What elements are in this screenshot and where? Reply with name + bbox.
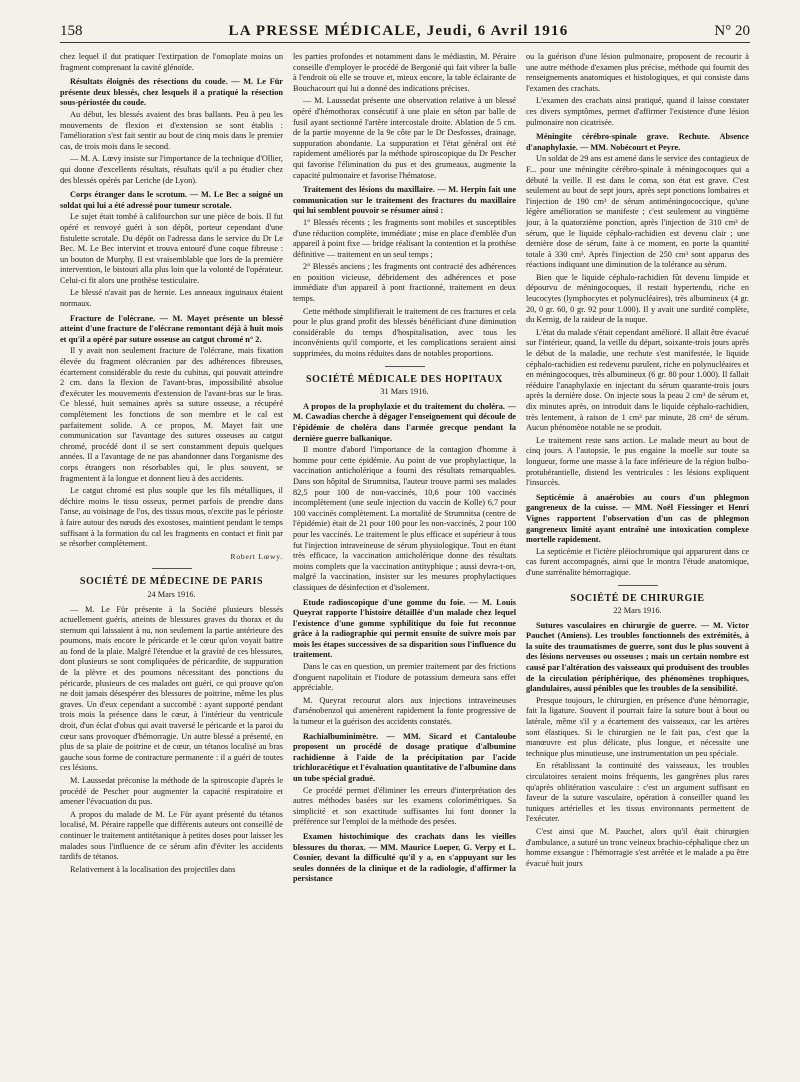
page-number: 158 [60, 23, 83, 39]
paragraph: M. Laussedat préconise la méthode de la spiroscopie d'après le procédé de Pescher pour augmenter la capacité respiratoire et amener l'évacuation du pus. [60, 776, 283, 807]
paragraph: C'est ainsi que M. Pauchet, alors qu'il était chirurgien d'ambulance, a suturé un tronc veineux brachio-céphalique chez un homme exsangue : l'hémorragie s'est arrêtée et le malade a pu être évacué huit jours [526, 826, 749, 868]
session-date: 22 Mars 1916. [613, 606, 662, 616]
section-heading: SOCIÉTÉ DE MÉDECINE DE PARIS [79, 576, 264, 588]
issue-number: N° 20 [714, 23, 750, 39]
article-heading: Etude radioscopique d'une gomme du foie. — M. Louis Queyrat rapporte l'histoire détaillée d'un malade chez lequel l'existence d'une gomme syphilitique du foie fut reconnue grâce à la radiographie qui permit ensuite de suivre mois par mois les étapes successives de sa disparition sous l'influence du traitement. [293, 597, 516, 660]
article-heading: Corps étranger dans le scrotum. — M. Le Bec a soigné un soldat qui lui a été adressé pour tumeur scrotale. [60, 190, 283, 210]
paragraph: Un soldat de 29 ans est amené dans le service des contagieux de F... pour une méningite cérébro-spinale à méningocoques qui a débuté la veille. Il est dans le coma, son état est grave. C'est seulement au bout de sept jours, après sept ponctions lombaires et l'injection de 190 cm³ de sérum antiméningococcique, qu'une légère amélioration se manifeste ; c'est seulement au vingtième jour, à la quatorzième ponction, après l'injection de 310 cm³ de sérum, que le liquide céphalo-rachidien est devenu clair ; une dernière dose de sérum, faite à ce moment, en porte la quantité totale à 330 cm³. Après l'injection de 250 cm³ sont apparus des réactions indiquant une diminution de la tolérance au sérum. [526, 154, 749, 270]
paragraph: Dans le cas en question, un premier traitement par des frictions d'onguent napolitain et l'iodure de potassium demeura sans effet appréciable. [293, 662, 516, 693]
article-heading: A propos de la prophylaxie et du traitement du choléra. — M. Cawadias cherche à dégager l'enseignement qui découle de l'épidémie de choléra dans l'armée grecque pendant la dernière guerre balkanique. [293, 401, 516, 443]
column-2 [293, 52, 516, 1072]
divider [152, 568, 192, 569]
paragraph: L'examen des crachats ainsi pratiqué, quand il laisse constater ces divers symptômes, permet d'affirmer l'existence d'une lésion pulmonaire non cicatrisée. [526, 96, 749, 127]
divider [385, 366, 425, 367]
article-heading: Traitement des lésions du maxillaire. — M. Herpin fait une communication sur le traitement des fractures du maxillaire qui lui semblent pouvoir se résumer ainsi : [293, 185, 516, 216]
paragraph: Il montre d'abord l'importance de la contagion d'homme à homme pour cette épidémie. Au point de vue prophylactique, la vaccination anticholérique a fourni des résultats remarquables. Dans son hôpital de Strumnitsa, l'auteur trouve parmi ses malades 82,5 pour 100 de non-vaccinés, 10,6 pour 100 vaccinés incomplètement (une seule injection du vaccin de Kolle) 6,7 pour 100 vaccinés complètement. La mortalité de Strumnitsa (centre de l'épidémie) était de 21 pour 100 pour les non-vaccinés, 2 pour 100 pour les vaccinés. Le traitement le plus efficace et supérieur à tous fut l'injection intraveineuse de sérum physiologique. Tout en étant très efficace, la vaccination anticholérique donne des résultats moins complets que la vaccination antityphique ; aussi devra-t-on, malgré la vaccination, insister sur les mesures prophylactiques classiques de désinfection et d'isolement. [293, 445, 516, 592]
author-signature: Robert Lœwy. [230, 551, 283, 561]
section-heading: SOCIÉTÉ DE CHIRURGIE [570, 592, 705, 604]
paragraph: L'état du malade s'était cependant amélioré. Il allait être évacué sur l'intérieur, quand, la veille du départ, soixante-trois jours après le début de la maladie, une rechute s'est manifestée, le liquide céphalo-rachidien est redevenu purulent, riche en polynucléaires et en méningocoques, très albumineux (6 gr. 80 pour 1.000). Il fallait rééduire l'anaphylaxie en injectant du sérum quarante-trois jours après la dernière dose. On injecte sous la peau 2 cm³ de sérum et, dix minutes après, on introduit dans le liquide céphalo-rachidien, très lentement, à raison de 1 cm³ par minute, 28 cm³ de sérum. Aucun phénomène notable ne se produit. [526, 327, 749, 433]
paragraph: — M. A. Lœvy insiste sur l'importance de la technique d'Ollier, qui donne d'excellents résultats, résultats qu'il a pu étudier chez des blessés opérés par Leriche (de Lyon). [60, 154, 283, 185]
paragraph: Le catgut chromé est plus souple que les fils métalliques, il déchire moins le tissu osseux, permet parfois de prendre dans l'anse, au voisinage de l'os, des tissus mous, n'excite pas le périoste à faire autour des nœuds des exostoses, maintient pendant le temps suffisant à la formation du cal les fragments en contact et finit par se résorber complètement. [60, 486, 283, 549]
paragraph: ou la guérison d'une lésion pulmonaire, proposent de recourir à une autre méthode d'examen plus précise, méthode qui fournit des renseignements anatomiques et histologiques, et qui consiste dans l'examen des crachats. [526, 52, 749, 93]
session-date: 31 Mars 1916. [380, 387, 429, 397]
paragraph: Cette méthode simplifierait le traitement de ces fractures et cela pour le plus grand profit des blessés bénéficiant d'une diminution considérable du temps d'hospitalisation, avec tous les inconvénients qu'il comporte, et les complications seraient ainsi supprimées, du moins réduites dans de notables proportions. [293, 306, 516, 359]
paragraph: Le sujet était tombé à califourchon sur une pièce de bois. Il fut opéré et renvoyé guéri à son dépôt, porteur cependant d'une fistulette scrotale. Du dépôt on l'adressa dans le service du Dr Le Bec. M. Le Bec intervint et trouva entouré d'une coque fibreuse : un bouton de Murphy. Il est vraisemblable que lors de la première intervention, le bistouri alla plus loin que la volonté de l'opérateur. Celui-ci fit alors une prothèse testiculaire. [60, 212, 283, 285]
paragraph: Bien que le liquide céphalo-rachidien fût devenu limpide et dépourvu de méningocoques, il restait hypertendu, riche en leucocytes (lymphocytes et polynucléaires), très albumineux (4 gr. 20, 0 gr. 60, 0 gr. 92 pour 1.000). Il y avait une surdité complète, du Kernig, de la raideur de la nuque. [526, 272, 749, 325]
paragraph: chez lequel il dut pratiquer l'extirpation de l'omoplate moins un fragment comprenant la cavité glénoïde. [60, 52, 283, 72]
article-heading: Examen histochimique des crachats dans les vieilles blessures du thorax. — MM. Maurice Loeper, G. Verpy et L. Cosnier, devant la difficulté qu'il y a, en s'appuyant sur les seules données de la clinique et de la radiologie, d'affirmer la persistance [293, 831, 516, 884]
paragraph: — M. Laussedat présente une observation relative à un blessé opéré d'hémothorax consécutif à une plaie en séton par balle de fusil ayant sectionné l'artère intercostale droite. Ablation de 5 cm. de la partie moyenne de la 9e côte par le Dr Desfosses, drainage, suppuration abondante. La suppuration et l'état général ont été rapidement améliorés par la méthode spiroscopique du Dr Pescher qui favorise l'élimination du pus et des grumeaux, augmente la capacité pulmonaire et favorise l'hématose. [293, 96, 516, 180]
divider [618, 585, 658, 586]
paragraph: Presque toujours, le chirurgien, en présence d'une hémorragie, fait la ligature. Souvent il pourrait faire la suture bout à bout ou latérale, même s'il y a écartement des vaisseaux, car les artères sont élastiques. Si le chirurgien ne le fait pas, c'est que la manœuvre est plus délicate, plus longue, et nécessite une technique plus minutieuse, une instrumentation un peu spéciale. [526, 695, 749, 758]
article-heading: Rachialbuminimètre. — MM. Sicard et Cantaloube proposent un procédé de dosage pratique d'albumine rachidienne à l'aide de la précipitation par l'acide trichloracétique et l'évaluation quantitative de l'albumine dans un tube spécial gradué. [293, 731, 516, 783]
section-heading: SOCIÉTÉ MÉDICALE DES HOPITAUX [306, 373, 503, 385]
paragraph: M. Queyrat recourut alors aux injections intraveineuses d'arsénobenzol qui amenèrent rapidement la fonte progressive de la tumeur et la guérison des accidents constatés. [293, 695, 516, 727]
page-header [60, 20, 750, 43]
paragraph: Au début, les blessés avaient des bras ballants. Peu à peu les mouvements de flexion et d'extension se sont établis : l'amélioration s'est fait sentir au bout de cinq mois dans le premier cas, de trois mois dans le second. [60, 109, 283, 151]
paragraph: A propos du malade de M. Le Für ayant présenté du tétanos localisé, M. Péraire rappelle que différents auteurs ont conseillé de continuer le traitement antitétanique à petites doses pour laisser les malades sous l'influence de ce sérum afin d'éviter les accidents tardifs de tétanos. [60, 809, 283, 862]
paragraph: 2° Blessés anciens ; les fragments ont contracté des adhérences en position vicieuse, débridement des adhérences et pose immédiate d'un appareil à pont fractionné, traitement en deux temps. [293, 262, 516, 304]
paragraph: En rétablissant la continuité des vaisseaux, les troubles circulatoires seraient moins fréquents, les gangrènes plus rares qu'après oblitération vasculaire : c'est un argument suffisant en faveur de la suture vasculaire, opération à conseiller quand les tuniques artérielles et les tissus environnants permettent de l'exécuter. [526, 761, 749, 824]
paragraph: Le traitement reste sans action. Le malade meurt au bout de cinq jours. A l'autopsie, le pus engaine la moelle sur toute sa longueur, forme une masse à la face inférieure de la région bulbo-protubérantielle, distend les ventricules : les lésions expliquent l'insuccès. [526, 435, 749, 488]
article-heading: Septicémie à anaérobies au cours d'un phlegmon gangreneux de la cuisse. — MM. Noël Fiessinger et Henri Vignes rapportent l'observation d'un cas de phlegmon gangreneux limité ayant entraîné une intoxication complexe mortelle rapidement. [526, 492, 749, 545]
paragraph: 1° Blessés récents ; les fragments sont mobiles et susceptibles d'une réduction complète, immédiate ; mise en place d'emblée d'un appareil à point fixe — bridge réalisant la contention et la prothèse définitive — traitement en un seul temps ; [293, 217, 516, 259]
paragraph: La septicémie et l'ictère pléiochromique qui apparurent dans ce cas furent accompagnés, ainsi que le montra l'étude anatomique, d'une surrénalite hémorragique. [526, 546, 749, 577]
paragraph: — M. Le Für présente à la Société plusieurs blessés actuellement guéris, atteints de blessures graves du thorax et du sternum qui laissaient à nu, non seulement la partie antérieure des poumons, mais encore le péricarde et le cœur qu'on voyait battre au fond de la plaie. Malgré l'étendue et la gravité de ces blessures, dont plusieurs se sont compliquées de péricardite, de suppuration de la plèvre et des poumons nécessitant des ponctions du péricarde, plusieurs de ces malades ont guéri, ce qui prouve qu'on ne doit jamais désespérer des blessures de poitrine, même les plus graves. Un d'eux cependant a succombé : ayant supporté pendant trois mois la présence dans le cœur, à l'intérieur du ventricule droit, d'un éclat d'obus qui avait traversé le péricarde et la paroi du cœur sans provoquer d'hémorragie. Un autre blessé a présenté, en plus de sa plaie de poitrine et de cœur, un tétanos localisé au bras gauche sous forme de contracture permanente : il a guéri de toutes ces lésions. [60, 604, 283, 773]
session-date: 24 Mars 1916. [147, 589, 196, 599]
paragraph: Ce procédé permet d'éliminer les erreurs d'interprétation des autres méthodes basées sur les examens colorimétriques. Sa simplicité et son exactitude suffisantes lui font donner la préférence sur l'emploi de la méthode des pesées. [293, 785, 516, 827]
paragraph: les parties profondes et notamment dans le médiastin, M. Péraire conseille d'employer le procédé de Bergonié qui fait vibrer la balle à l'endroit où elle se trouve et, mieux encore, la table éclairante de Bouchacourt qui lui a donné des indications précises. [293, 52, 516, 93]
article-heading: Résultats éloignés des résections du coude. — M. Le Für présente deux blessés, chez lesquels il a pratiqué la résection sous-périostée du coude. [60, 77, 283, 108]
paragraph: Le blessé n'avait pas de hernie. Les anneaux inguinaux étaient normaux. [60, 288, 283, 309]
text-columns [60, 52, 750, 1072]
article-heading: Méningite cérébro-spinale grave. Rechute. Absence d'anaphylaxie. — MM. Nobécourt et Peyre. [526, 132, 749, 152]
article-heading: Fracture de l'olécrane. — M. Mayet présente un blessé atteint d'une fracture de l'olécrane remontant déjà à huit mois et qu'il a opéré par suture osseuse au catgut chromé n° 2. [60, 313, 283, 344]
column-3 [526, 52, 749, 1072]
paragraph: Il y avait non seulement fracture de l'olécrane, mais fixation élevée du fragment olécranien par des adhérences fibreuses, écartement considérable du reste du cubitus, qui pouvait atteindre 2 cm. dans la flexion de l'avant-bras, impossibilité absolue d'exécuter les mouvements d'extension de l'avant-bras sur le bras. Ce blessé, huit semaines après sa suture osseuse, a récupéré complètement les fonctions de son membre et le cal est parfaitement solide. A ce propos, M. Mayet fait une communication sur l'avantage des sutures osseuses au catgut chromé, procédé dont il se sert constamment depuis quelques années. Il a l'avantage de ne pas abandonner dans l'organisme des corps étrangers non résorbables qui, le plus souvent, se fragmentent à la longue et donnent lieu à des accidents. [60, 346, 283, 483]
paragraph: Relativement à la localisation des projectiles dans [70, 864, 236, 874]
journal-title: LA PRESSE MÉDICALE, Jeudi, 6 Avril 1916 [228, 23, 569, 39]
column-1 [60, 52, 283, 1072]
article-heading: Sutures vasculaires en chirurgie de guerre. — M. Victor Pauchet (Amiens). Les troubles fonctionnels des extrémités, à la suite des traumatismes de guerre, sont dus le plus souvent à des lésions nerveuses ou osseuses ; mais un certain nombre est causé par l'altération des vaisseaux qui produisent des troubles de la circulation périphérique, des phénomènes trophiques, glandulaires, aussi pénibles que les troubles de la sensibilité. [526, 620, 749, 694]
